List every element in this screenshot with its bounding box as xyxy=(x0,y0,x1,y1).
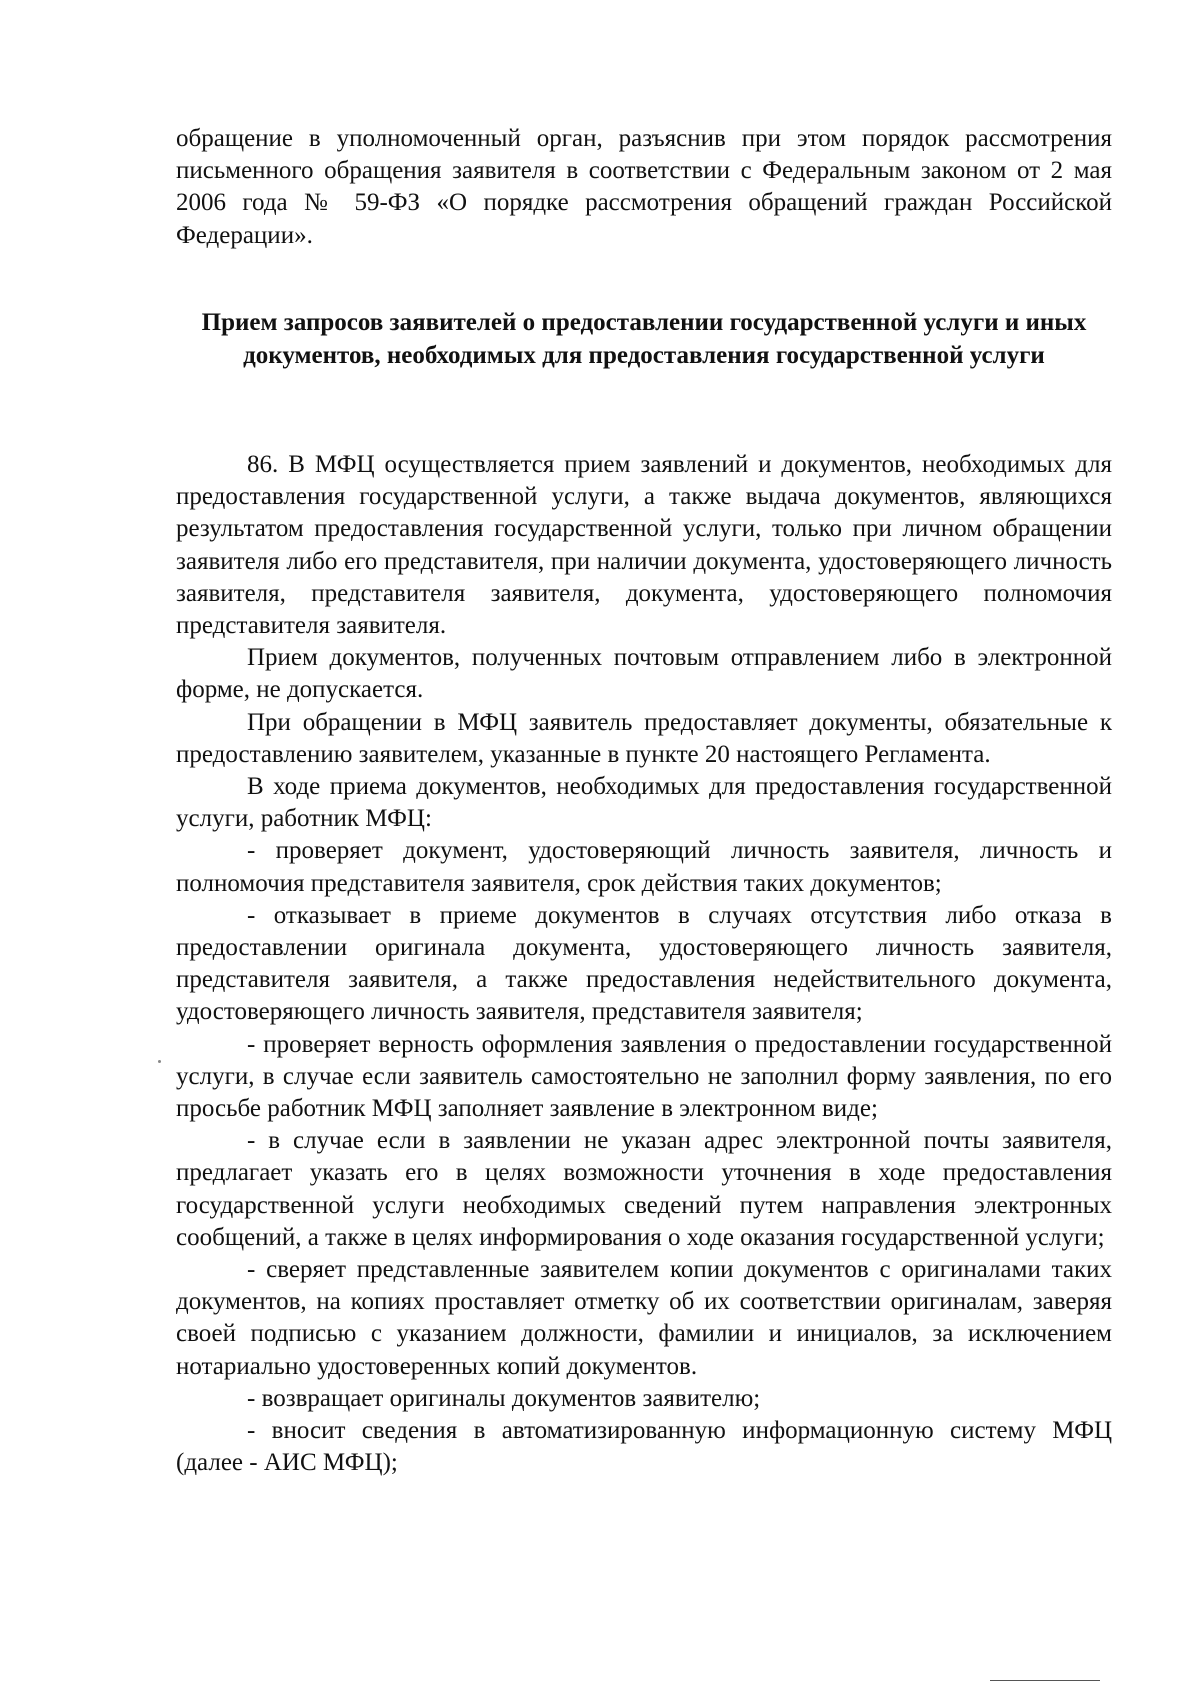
section-body xyxy=(176,449,1112,1480)
list-item: - отказывает в приеме документов в случаях отсутствия либо отказа в предоставлении оригинала документа, удостоверяющего личность заявителя, представителя заявителя, а также предоставления недействительного документа, удостоверяющего личность заявителя, представителя заявителя; xyxy=(176,901,1112,1026)
list-item: - проверяет верность оформления заявления о предоставлении государственной услуги, в случае если заявитель самостоятельно не заполнил форму заявления, по его просьбе работник МФЦ заполняет заявление в электронном виде; xyxy=(176,1030,1112,1123)
scan-artifact-dot xyxy=(158,1060,161,1063)
list-item: - сверяет представленные заявителем копии документов с оригиналами таких документов, на копиях проставляет отметку об их соответствии оригиналам, заверяя своей подписью с указанием должности, фамилии и инициалов, за исключением нотариально удостоверенных копий документов. xyxy=(176,1256,1112,1380)
intro-paragraph: обращение в уполномоченный орган, разъяснив при этом порядок рассмотрения письменного обращения заявителя в соответствии с Федеральным законом от 2 мая 2006 года № 59-ФЗ «О порядке рассмотрения обращений граждан Российской Федерации». xyxy=(176,125,1112,249)
list-item: - возвращает оригиналы документов заявителю; xyxy=(247,1384,761,1412)
footer-rule xyxy=(990,1680,1100,1681)
list-item: - вносит сведения в автоматизированную информационную систему МФЦ (далее - АИС МФЦ); xyxy=(176,1417,1112,1477)
section-heading: Прием запросов заявителей о предоставлении государственной услуги и иных документов, необходимых для предоставления государственной услуги xyxy=(201,309,1087,369)
paragraph-mfc-worker: В ходе приема документов, необходимых для предоставления государственной услуги, работник МФЦ: xyxy=(176,773,1112,833)
list-item: - проверяет документ, удостоверяющий личность заявителя, личность и полномочия представителя заявителя, срок действия таких документов; xyxy=(176,837,1112,897)
paragraph-86: 86. В МФЦ осуществляется прием заявлений и документов, необходимых для предоставления государственной услуги, а также выдача документов, являющихся результатом предоставления государственной услуги, только при личном обращении заявителя либо его представителя, при наличии документа, удостоверяющего личность заявителя, представителя заявителя, документа, удостоверяющего полномочия представителя заявителя. xyxy=(176,451,1112,640)
paragraph-documents-required: При обращении в МФЦ заявитель предоставляет документы, обязательные к предоставлению заявителем, указанные в пункте 20 настоящего Регламента. xyxy=(176,708,1112,768)
list-item: - в случае если в заявлении не указан адрес электронной почты заявителя, предлагает указать его в целях возможности уточнения в ходе предоставления государственной услуги необходимых сведений путем направления электронных сообщений, а также в целях информирования о ходе оказания государственной услуги; xyxy=(176,1127,1112,1251)
paragraph-mail-rejection: Прием документов, полученных почтовым отправлением либо в электронной форме, не допускается. xyxy=(176,644,1112,704)
